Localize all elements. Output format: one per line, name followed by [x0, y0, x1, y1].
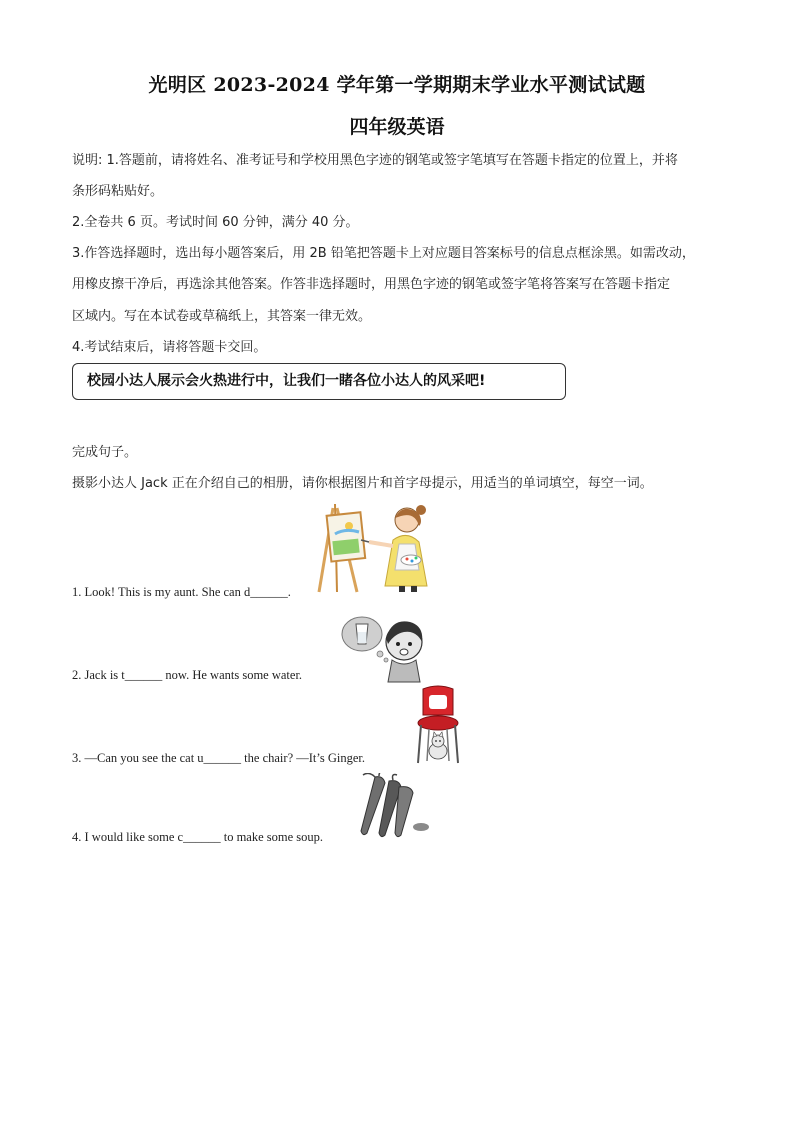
thirsty-boy-image	[340, 612, 428, 684]
instruction-line: 说明: 1.答题前，请将姓名、准考证号和学校用黑色字迹的钢笔或签字笔填写在答题卡指定的位置上，并将	[72, 153, 678, 168]
cat	[429, 732, 447, 759]
page-title: 光明区 2023-2024 学年第一学期期末学业水平测试试题	[148, 74, 646, 96]
red-chair-image	[413, 685, 463, 767]
girl	[361, 505, 427, 592]
girl-painting-easel-image	[315, 500, 437, 595]
question-3: 3. —Can you see the cat u______ the chair? —It’s Ginger.	[72, 751, 365, 765]
instruction-line: 3.作答选择题时，选出每小题答案后，用 2B 铅笔把答题卡上对应题目答案标号的信息点框涂黑。如需改动，	[72, 246, 695, 261]
instruction-line: 区域内。写在本试卷或草稿纸上，其答案一律无效。	[72, 309, 372, 324]
instruction-line: 2.全卷共 6 页。考试时间 60 分钟，满分 40 分。	[72, 215, 359, 230]
question-1: 1. Look! This is my aunt. She can d______.	[72, 585, 291, 599]
question-4: 4. I would like some c______ to make some soup.	[72, 830, 324, 844]
instruction-line: 条形码粘贴好。	[72, 184, 164, 199]
question-2: 2. Jack is t______ now. He wants some water.	[72, 668, 303, 682]
carrot-bunch	[361, 773, 429, 837]
boy	[386, 621, 422, 682]
easel	[319, 504, 365, 592]
thought-bubble	[342, 617, 388, 662]
carrots-image	[355, 773, 430, 838]
section-direction: 摄影小达人 Jack 正在介绍自己的相册，请你根据图片和首字母提示，用适当的单词填空，每空一词。	[72, 476, 653, 491]
instruction-line: 4.考试结束后，请将答题卡交回。	[72, 340, 267, 355]
instruction-line: 用橡皮擦干净后，再选涂其他答案。作答非选择题时，用黑色字迹的钢笔或签字笔将答案写在答题卡指定	[72, 277, 671, 292]
section-heading: 完成句子。	[72, 445, 138, 460]
page-subtitle: 四年级英语	[349, 116, 445, 138]
banner-box: 校园小达人展示会火热进行中，让我们一睹各位小达人的风采吧!	[72, 363, 566, 400]
